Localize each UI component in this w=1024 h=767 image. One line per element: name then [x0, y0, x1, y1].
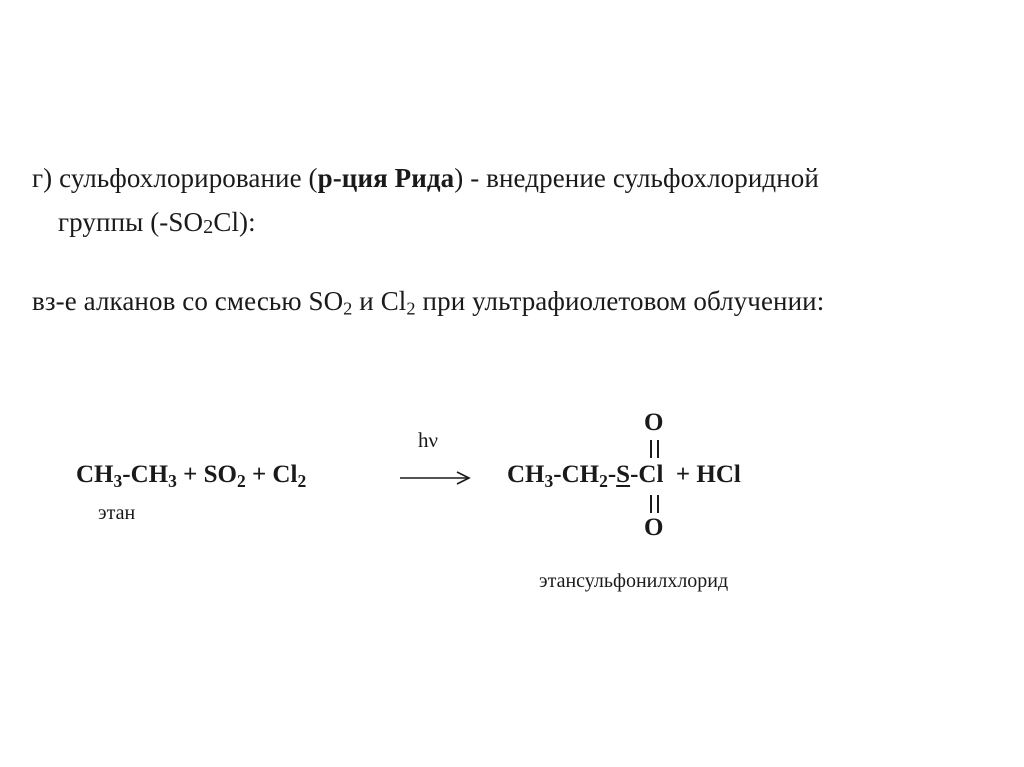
reaction-arrow-icon — [400, 470, 472, 486]
text-segment: ) - внедрение сульфохлоридной — [454, 163, 819, 193]
description-line — [32, 286, 824, 317]
text-segment: г) сульфохлорирование ( — [32, 163, 318, 193]
products-formula — [507, 461, 741, 489]
product-name-label: этансульфонилхлорид — [539, 570, 729, 592]
sulfur-atom: S — [616, 461, 631, 488]
subscript: 3 — [544, 470, 554, 491]
subscript: 2 — [236, 470, 246, 491]
text-segment: при ультрафиолетовом облучении: — [415, 286, 825, 316]
subscript: 2 — [343, 298, 353, 319]
reaction-condition-hv: hν — [418, 428, 438, 452]
subscript: 2 — [599, 470, 608, 491]
reactant-name-label: этан — [98, 502, 136, 524]
subscript: 3 — [113, 470, 123, 491]
formula-part: + SO — [176, 461, 237, 488]
formula-part: -CH — [553, 461, 600, 488]
double-bond-top — [649, 440, 660, 458]
subscript: 2 — [203, 216, 214, 239]
heading-line-group — [58, 207, 256, 239]
formula-part: -CH — [122, 461, 169, 488]
formula-part: CH — [76, 461, 114, 488]
oxygen-top: O — [644, 409, 664, 436]
double-bond-bottom — [649, 495, 660, 513]
text-segment: и Cl — [352, 286, 407, 316]
reactants-formula — [76, 461, 306, 489]
formula-part: -Cl + HCl — [630, 461, 741, 488]
formula-part: + Cl — [245, 461, 298, 488]
text-segment: вз-е алканов со смесью SO — [32, 286, 344, 316]
heading-line-sulfochlorination — [32, 163, 819, 194]
text-segment: Cl): — [213, 207, 256, 237]
subscript: 2 — [297, 470, 307, 491]
subscript: 3 — [168, 470, 177, 491]
reaction-name-bold: р-ция Рида — [317, 163, 455, 193]
formula-part: CH — [507, 461, 545, 488]
subscript: 2 — [406, 298, 416, 319]
formula-part: - — [607, 461, 617, 488]
text-segment: группы (-SO — [58, 207, 204, 237]
oxygen-bottom: O — [644, 514, 664, 541]
